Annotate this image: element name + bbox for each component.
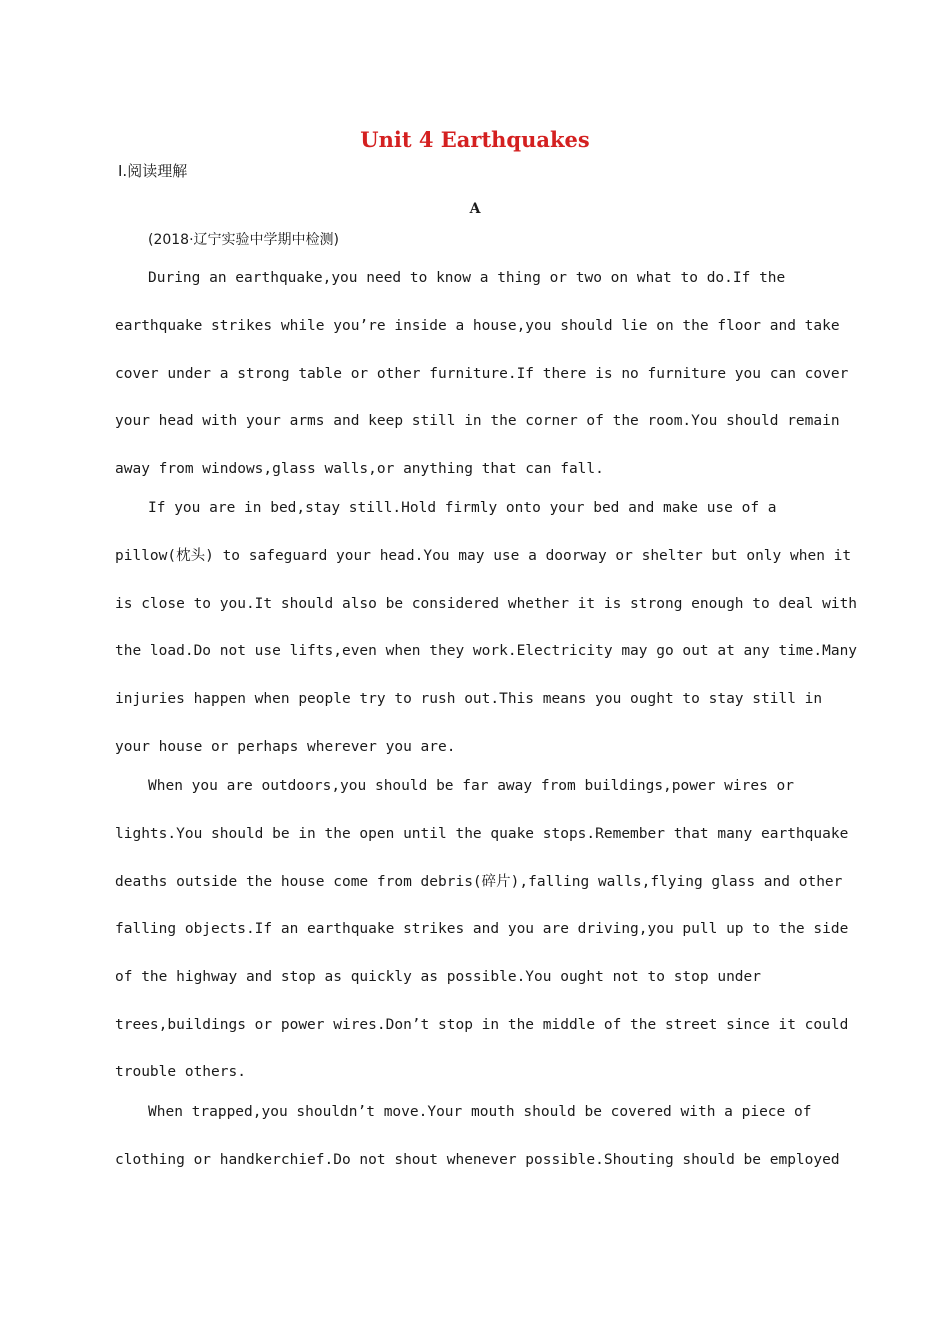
text-line: When you are outdoors,you should be far away from buildings,power wires or xyxy=(148,778,795,794)
text-line: deaths outside the house come from debris(碎片),falling walls,flying glass and other xyxy=(115,874,843,890)
text-line: trees,buildings or power wires.Don’t stop in the middle of the street since it could xyxy=(115,1017,849,1033)
text-line: the load.Do not use lifts,even when they work.Electricity may go out at any time.Many xyxy=(115,643,858,659)
text-line: falling objects.If an earthquake strikes and you are driving,you pull up to the side xyxy=(115,921,849,937)
text-line: During an earthquake,you need to know a thing or two on what to do.If the xyxy=(148,270,786,286)
text-line: is close to you.It should also be considered whether it is strong enough to deal with xyxy=(115,596,858,612)
text-line: If you are in bed,stay still.Hold firmly onto your bed and make use of a xyxy=(148,500,777,516)
text-line: pillow(枕头) to safeguard your head.You may use a doorway or shelter but only when it xyxy=(115,548,852,564)
text-line: lights.You should be in the open until the quake stops.Remember that many earthquake xyxy=(115,826,849,842)
text-line: injuries happen when people try to rush out.This means you ought to stay still in xyxy=(115,691,823,707)
text-line: your head with your arms and keep still in the corner of the room.You should remain xyxy=(115,413,840,429)
passage-label: A xyxy=(469,201,481,217)
text-line: cover under a strong table or other furniture.If there is no furniture you can cover xyxy=(115,366,849,382)
passage-source: (2018·辽宁实验中学期中检测) xyxy=(148,232,340,248)
page-title: Unit 4 Earthquakes xyxy=(360,127,590,152)
text-line: earthquake strikes while you’re inside a house,you should lie on the floor and take xyxy=(115,318,840,334)
text-line: of the highway and stop as quickly as possible.You ought not to stop under xyxy=(115,969,762,985)
text-line: clothing or handkerchief.Do not shout whenever possible.Shouting should be employed xyxy=(115,1152,840,1168)
text-line: your house or perhaps wherever you are. xyxy=(115,739,456,755)
text-line: trouble others. xyxy=(115,1064,246,1080)
section-heading: Ⅰ.阅读理解 xyxy=(118,162,188,180)
text-line: away from windows,glass walls,or anything that can fall. xyxy=(115,461,604,477)
text-line: When trapped,you shouldn’t move.Your mouth should be covered with a piece of xyxy=(148,1104,812,1120)
